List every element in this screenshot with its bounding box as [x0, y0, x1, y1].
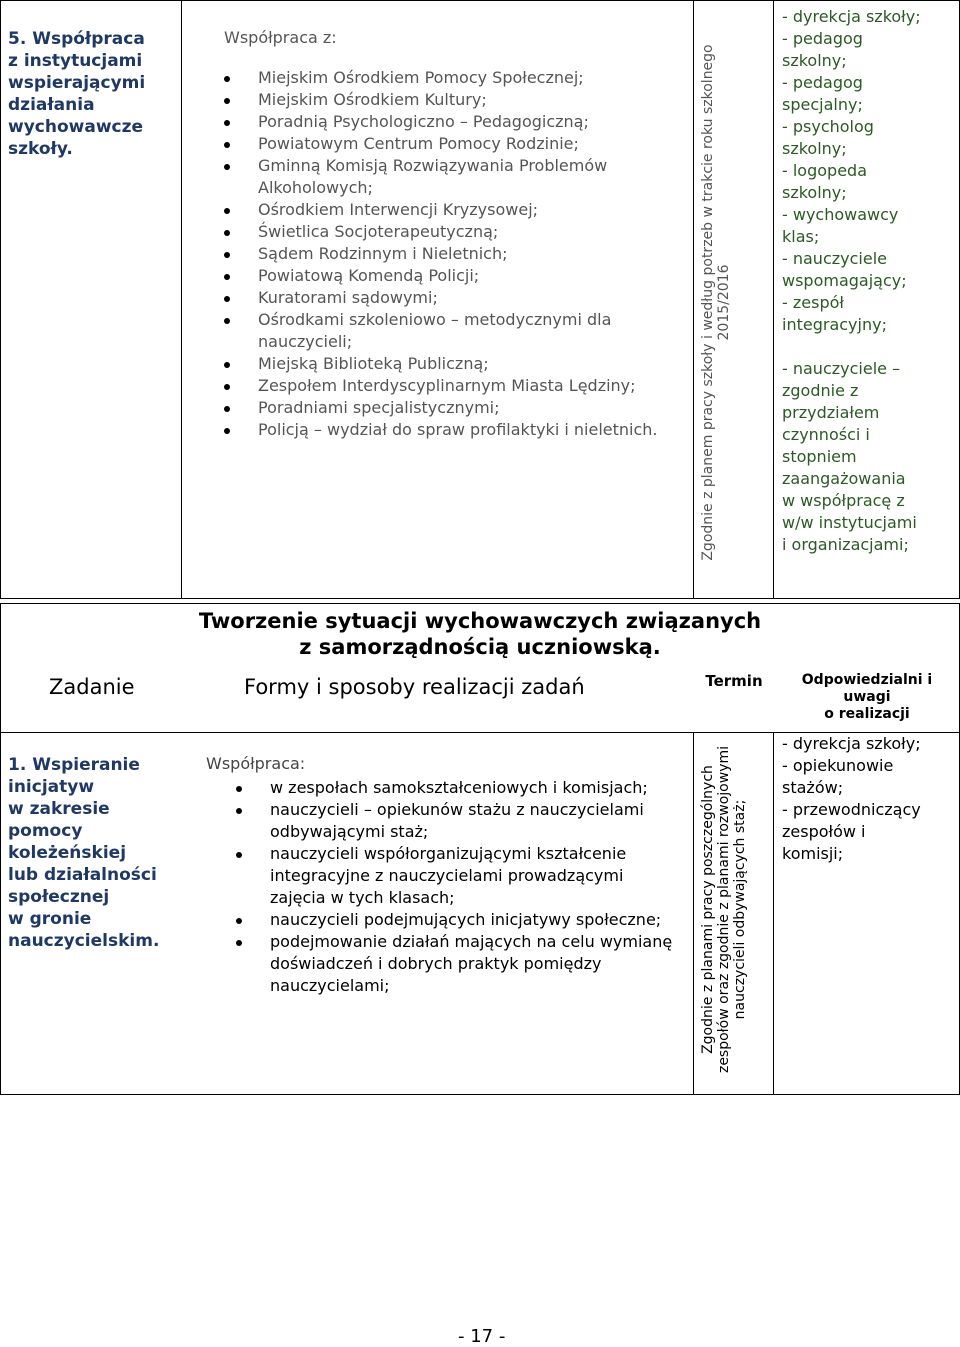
list-item: Gminną Komisją Rozwiązywania Problemów Alkoholowych;: [224, 155, 660, 199]
list-item: Miejskim Ośrodkiem Kultury;: [224, 89, 660, 111]
list-item: nauczycieli podejmujących inicjatywy społeczne;: [236, 909, 676, 931]
list-item: w zespołach samokształceniowych i komisjach;: [236, 777, 676, 799]
header-responsible-line: Odpowiedzialni i: [801, 672, 933, 688]
title-line: z samorządnością uczniowską.: [299, 635, 661, 659]
table1-top-border: [0, 0, 960, 1]
task-line: koleżeńskiej: [8, 843, 127, 863]
responsible-line: zaangażowania: [782, 469, 906, 488]
list-item: nauczycieli – opiekunów stażu z nauczycielami odbywającymi staż;: [236, 799, 676, 843]
responsible-line: w/w instytucjami: [782, 513, 917, 532]
responsible-line: - logopeda: [782, 161, 867, 180]
responsible-line: specjalny;: [782, 95, 863, 114]
table1-left-border: [0, 0, 1, 599]
term-line: 2015/2016: [716, 264, 732, 341]
responsible-line: wspomagający;: [782, 271, 907, 290]
responsible-line: szkolny;: [782, 183, 847, 202]
title-line: Tworzenie sytuacji wychowawczych związanych: [198, 609, 762, 633]
list-item: Sądem Rodzinnym i Nieletnich;: [224, 243, 660, 265]
header-responsible-line: o realizacji: [824, 706, 910, 722]
responsible-line: klas;: [782, 227, 820, 246]
row1-forms: [206, 753, 676, 997]
list-item: Świetlica Socjoterapeutyczną;: [224, 221, 660, 243]
section5-task: [8, 28, 178, 160]
list-item: Ośrodkami szkoleniowo – metodycznymi dla nauczycieli;: [224, 309, 660, 353]
page-number: - 17 -: [458, 1326, 506, 1347]
responsible-line: szkolny;: [782, 51, 847, 70]
responsible-line: stopniem: [782, 447, 857, 466]
responsible-line: - psycholog: [782, 117, 874, 136]
responsible-line: - pedagog: [782, 73, 863, 92]
task-line: w gronie: [8, 909, 92, 929]
partners-list: [190, 67, 660, 441]
responsible-line: komisji;: [782, 844, 844, 863]
table2-col-divider-3: [773, 732, 774, 1095]
responsible-line: - dyrekcja szkoły;: [782, 7, 921, 26]
list-item: Powiatową Komendą Policji;: [224, 265, 660, 287]
cooperation-intro: Współpraca:: [206, 754, 306, 773]
section5-term: [700, 25, 732, 580]
task-line: lub działalności: [8, 865, 157, 885]
cooperation-list: [206, 777, 676, 997]
table2-bottom-border: [0, 1094, 960, 1095]
responsible-line: - dyrekcja szkoły;: [782, 734, 921, 753]
term-line: Zgodnie z planami pracy poszczególnych: [700, 765, 716, 1054]
table2-col-divider-2: [693, 732, 694, 1095]
table2-left-border: [0, 603, 1, 1095]
header-responsible: [778, 672, 956, 723]
table1-col-divider-3: [773, 0, 774, 599]
header-task: Zadanie: [49, 675, 135, 699]
responsible-line: zespołów i: [782, 822, 866, 841]
responsible-line: stażów;: [782, 778, 844, 797]
section5-responsible: [782, 6, 957, 556]
responsible-line: w współpracę z: [782, 491, 905, 510]
header-term: Termin: [705, 672, 763, 690]
list-item: Powiatowym Centrum Pomocy Rodzinie;: [224, 133, 660, 155]
list-item: Policją – wydział do spraw profilaktyki i nieletnich.: [224, 419, 660, 441]
section5-forms: [190, 27, 660, 441]
task-line: działania: [8, 95, 95, 115]
table1-bottom-border: [0, 598, 960, 599]
task-line: nauczycielskim.: [8, 931, 160, 951]
list-item: Poradnią Psychologiczno – Pedagogiczną;: [224, 111, 660, 133]
responsible-line: - opiekunowie: [782, 756, 894, 775]
task-line: szkoły.: [8, 139, 73, 159]
table2-top-border: [0, 603, 960, 604]
section-title: [140, 608, 820, 660]
task-line: społecznej: [8, 887, 110, 907]
table1-col-divider-2: [693, 0, 694, 599]
row1-term: [700, 737, 748, 1082]
header-responsible-line: uwagi: [843, 689, 891, 705]
responsible-line: - nauczyciele –: [782, 359, 901, 378]
task-line: z instytucjami: [8, 51, 143, 71]
term-line: Zgodnie z planem pracy szkoły i według potrzeb w trakcie roku szkolnego: [700, 44, 716, 561]
partners-intro: Współpraca z:: [224, 28, 337, 47]
task-line: w zakresie: [8, 799, 110, 819]
task-line: wspierającymi: [8, 73, 146, 93]
term-line: nauczycieli odbywających staż;: [732, 799, 748, 1020]
list-item: Miejskim Ośrodkiem Pomocy Społecznej;: [224, 67, 660, 89]
list-item: Miejską Biblioteką Publiczną;: [224, 353, 660, 375]
responsible-line: czynności i: [782, 425, 870, 444]
responsible-line: - wychowawcy: [782, 205, 899, 224]
task-line: pomocy: [8, 821, 83, 841]
list-item: Ośrodkiem Interwencji Kryzysowej;: [224, 199, 660, 221]
responsible-line: szkolny;: [782, 139, 847, 158]
responsible-line: przydziałem: [782, 403, 880, 422]
task-line: inicjatyw: [8, 777, 95, 797]
row1-responsible: [782, 733, 957, 865]
responsible-line: - pedagog: [782, 29, 863, 48]
responsible-line: - przewodniczący: [782, 800, 921, 819]
list-item: Kuratorami sądowymi;: [224, 287, 660, 309]
task-line: 1. Wspieranie: [8, 755, 140, 775]
table1-col-divider-1: [181, 0, 182, 599]
row1-task: [8, 754, 183, 952]
list-item: podejmowanie działań mających na celu wymianę doświadczeń i dobrych praktyk pomiędzy nauczycielami;: [236, 931, 676, 997]
responsible-line: i organizacjami;: [782, 535, 909, 554]
list-item: nauczycieli współorganizującymi kształcenie integracyjne z nauczycielami prowadzącymi zajęcia w tych klasach;: [236, 843, 676, 909]
task-line: 5. Współpraca: [8, 29, 145, 49]
responsible-line: integracyjny;: [782, 315, 887, 334]
term-line: zespołów oraz zgodnie z planami rozwojowymi: [716, 745, 732, 1074]
responsible-line: zgodnie z: [782, 381, 859, 400]
list-item: Poradniami specjalistycznymi;: [224, 397, 660, 419]
list-item: Zespołem Interdyscyplinarnym Miasta Lędziny;: [224, 375, 660, 397]
responsible-line: - zespół: [782, 293, 844, 312]
task-line: wychowawcze: [8, 117, 144, 137]
responsible-line: - nauczyciele: [782, 249, 887, 268]
header-forms: Formy i sposoby realizacji zadań: [244, 675, 585, 699]
